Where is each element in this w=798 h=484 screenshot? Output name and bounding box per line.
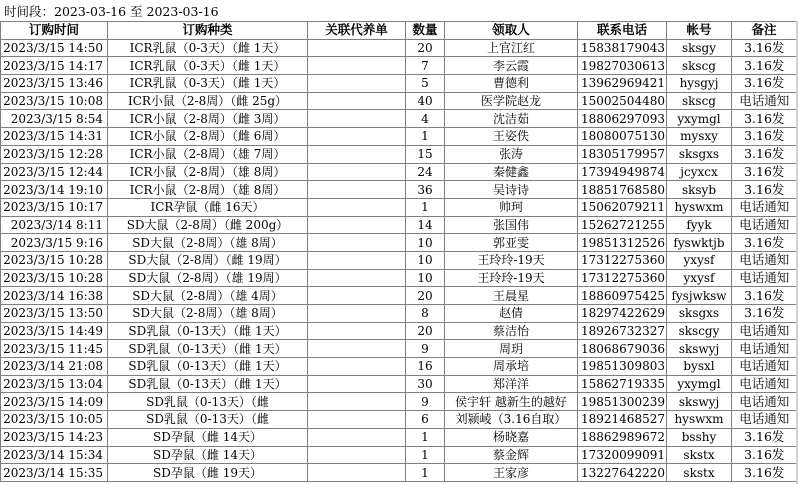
- account-cell[interactable]: sksgxs: [667, 305, 732, 323]
- account-cell[interactable]: fysjwksw: [667, 287, 732, 305]
- linked-order-cell[interactable]: [308, 110, 406, 128]
- phone-cell[interactable]: 15002504480: [578, 92, 667, 110]
- note-cell[interactable]: 3.16发: [732, 305, 797, 323]
- account-cell[interactable]: yxysf: [667, 251, 732, 269]
- order-time-cell[interactable]: 2023/3/15 13:46: [1, 75, 108, 93]
- note-cell[interactable]: 电话通知: [732, 358, 797, 376]
- table-row[interactable]: [1, 375, 797, 393]
- phone-cell[interactable]: 18860975425: [578, 287, 667, 305]
- quantity-cell[interactable]: 15: [406, 145, 445, 163]
- note-cell[interactable]: 电话通知: [732, 375, 797, 393]
- account-cell[interactable]: hysgyj: [667, 75, 732, 93]
- note-cell[interactable]: 3.16发: [732, 234, 797, 252]
- phone-cell[interactable]: 17312275360: [578, 269, 667, 287]
- order-time-cell[interactable]: 2023/3/15 10:08: [1, 92, 108, 110]
- species-cell[interactable]: SD孕鼠（雌 19天）: [108, 464, 308, 482]
- phone-cell[interactable]: 15062079211: [578, 198, 667, 216]
- order-time-cell[interactable]: 2023/3/15 14:17: [1, 57, 108, 75]
- table-row[interactable]: [1, 358, 797, 376]
- species-cell[interactable]: ICR孕鼠（雌 16天）: [108, 198, 308, 216]
- note-cell[interactable]: 电话通知: [732, 393, 797, 411]
- species-cell[interactable]: SD乳鼠（0-13天）（雌 1天）: [108, 322, 308, 340]
- phone-cell[interactable]: 18080075130: [578, 128, 667, 146]
- note-cell[interactable]: 电话通知: [732, 251, 797, 269]
- species-cell[interactable]: SD大鼠（2-8周）（雄 4周）: [108, 287, 308, 305]
- recipient-cell[interactable]: 医学院赵龙: [445, 92, 578, 110]
- recipient-cell[interactable]: 王玲玲-19天: [445, 251, 578, 269]
- linked-order-cell[interactable]: [308, 322, 406, 340]
- recipient-cell[interactable]: 郭亚雯: [445, 234, 578, 252]
- note-cell[interactable]: 3.16发: [732, 145, 797, 163]
- recipient-cell[interactable]: 王玲玲-19天: [445, 269, 578, 287]
- phone-cell[interactable]: 19851300239: [578, 393, 667, 411]
- species-cell[interactable]: ICR乳鼠（0-3天）（雌 1天）: [108, 57, 308, 75]
- quantity-cell[interactable]: 9: [406, 393, 445, 411]
- order-time-cell[interactable]: 2023/3/14 19:10: [1, 181, 108, 199]
- linked-order-cell[interactable]: [308, 287, 406, 305]
- note-cell[interactable]: 3.16发: [732, 181, 797, 199]
- phone-cell[interactable]: 18297422629: [578, 305, 667, 323]
- order-time-cell[interactable]: 2023/3/15 14:50: [1, 39, 108, 57]
- note-cell[interactable]: 3.16发: [732, 75, 797, 93]
- recipient-cell[interactable]: 秦健鑫: [445, 163, 578, 181]
- linked-order-cell[interactable]: [308, 234, 406, 252]
- account-cell[interactable]: skstx: [667, 464, 732, 482]
- order-time-cell[interactable]: 2023/3/14 15:35: [1, 464, 108, 482]
- account-cell[interactable]: yxymgl: [667, 375, 732, 393]
- note-cell[interactable]: 3.16发: [732, 39, 797, 57]
- quantity-cell[interactable]: 4: [406, 110, 445, 128]
- quantity-cell[interactable]: 8: [406, 305, 445, 323]
- quantity-cell[interactable]: 10: [406, 269, 445, 287]
- note-cell[interactable]: 电话通知: [732, 411, 797, 429]
- quantity-cell[interactable]: 20: [406, 287, 445, 305]
- phone-cell[interactable]: 13962969421: [578, 75, 667, 93]
- linked-order-cell[interactable]: [308, 57, 406, 75]
- linked-order-cell[interactable]: [308, 411, 406, 429]
- col-header-species: 订购种类: [108, 22, 308, 40]
- table-row[interactable]: [1, 92, 797, 110]
- linked-order-cell[interactable]: [308, 216, 406, 234]
- phone-cell[interactable]: 15838179043: [578, 39, 667, 57]
- table-row[interactable]: [1, 39, 797, 57]
- quantity-cell[interactable]: 36: [406, 181, 445, 199]
- col-header-phone: 联系电话: [578, 22, 667, 40]
- quantity-cell[interactable]: 16: [406, 358, 445, 376]
- note-cell[interactable]: 电话通知: [732, 216, 797, 234]
- note-cell[interactable]: 电话通知: [732, 322, 797, 340]
- recipient-cell[interactable]: 王晨星: [445, 287, 578, 305]
- order-time-cell[interactable]: 2023/3/15 14:23: [1, 428, 108, 446]
- linked-order-cell[interactable]: [308, 446, 406, 464]
- quantity-cell[interactable]: 20: [406, 39, 445, 57]
- order-time-cell[interactable]: 2023/3/14 8:11: [1, 216, 108, 234]
- recipient-cell[interactable]: 沈洁茹: [445, 110, 578, 128]
- linked-order-cell[interactable]: [308, 198, 406, 216]
- account-cell[interactable]: jcyxcx: [667, 163, 732, 181]
- quantity-cell[interactable]: 40: [406, 92, 445, 110]
- order-time-cell[interactable]: 2023/3/15 9:16: [1, 234, 108, 252]
- recipient-cell[interactable]: 王家彦: [445, 464, 578, 482]
- species-cell[interactable]: SD乳鼠（0-13天）（雌: [108, 411, 308, 429]
- recipient-cell[interactable]: 张国伟: [445, 216, 578, 234]
- phone-cell[interactable]: 13227642220: [578, 464, 667, 482]
- linked-order-cell[interactable]: [308, 340, 406, 358]
- species-cell[interactable]: ICR小鼠（2-8周）（雌 6周）: [108, 128, 308, 146]
- phone-cell[interactable]: 18862989672: [578, 428, 667, 446]
- order-time-cell[interactable]: 2023/3/15 10:17: [1, 198, 108, 216]
- quantity-cell[interactable]: 30: [406, 375, 445, 393]
- quantity-cell[interactable]: 1: [406, 464, 445, 482]
- account-cell[interactable]: skstx: [667, 446, 732, 464]
- account-cell[interactable]: yxymgl: [667, 110, 732, 128]
- order-time-cell[interactable]: 2023/3/14 15:34: [1, 446, 108, 464]
- linked-order-cell[interactable]: [308, 92, 406, 110]
- linked-order-cell[interactable]: [308, 75, 406, 93]
- note-cell[interactable]: 电话通知: [732, 269, 797, 287]
- table-row[interactable]: [1, 75, 797, 93]
- linked-order-cell[interactable]: [308, 163, 406, 181]
- linked-order-cell[interactable]: [308, 181, 406, 199]
- account-cell[interactable]: hyswxm: [667, 411, 732, 429]
- account-cell[interactable]: fyyk: [667, 216, 732, 234]
- period-label: 时间段：2023-03-16 至 2023-03-16: [4, 4, 219, 19]
- phone-cell[interactable]: 15862719335: [578, 375, 667, 393]
- phone-cell[interactable]: 17394949874: [578, 163, 667, 181]
- linked-order-cell[interactable]: [308, 128, 406, 146]
- recipient-cell[interactable]: 侯宇轩 越新生的越好: [445, 393, 578, 411]
- note-cell[interactable]: 3.16发: [732, 110, 797, 128]
- table-row[interactable]: [1, 269, 797, 287]
- account-cell[interactable]: skscgy: [667, 322, 732, 340]
- recipient-cell[interactable]: 周玥: [445, 340, 578, 358]
- table-row[interactable]: [1, 216, 797, 234]
- table-row[interactable]: [1, 446, 797, 464]
- species-cell[interactable]: ICR小鼠（2-8周）（雄 7周）: [108, 145, 308, 163]
- note-cell[interactable]: 3.16发: [732, 57, 797, 75]
- col-header-account: 帐号: [667, 22, 732, 40]
- species-cell[interactable]: SD乳鼠（0-13天）（雌 1天）: [108, 358, 308, 376]
- linked-order-cell[interactable]: [308, 39, 406, 57]
- species-cell[interactable]: SD大鼠（2-8周）（雄 19周）: [108, 269, 308, 287]
- order-time-cell[interactable]: 2023/3/14 16:38: [1, 287, 108, 305]
- note-cell[interactable]: 电话通知: [732, 340, 797, 358]
- recipient-cell[interactable]: 周承培: [445, 358, 578, 376]
- note-cell[interactable]: 电话通知: [732, 198, 797, 216]
- table-row[interactable]: [1, 128, 797, 146]
- account-cell[interactable]: fyswktjb: [667, 234, 732, 252]
- phone-cell[interactable]: 18921468527: [578, 411, 667, 429]
- col-header-order-time: 订购时间: [1, 22, 108, 40]
- phone-cell[interactable]: 17320099091: [578, 446, 667, 464]
- species-cell[interactable]: SD孕鼠（雌 14天）: [108, 428, 308, 446]
- quantity-cell[interactable]: 14: [406, 216, 445, 234]
- col-header-note: 备注: [732, 22, 797, 40]
- table-row[interactable]: [1, 110, 797, 128]
- table-row[interactable]: [1, 428, 797, 446]
- species-cell[interactable]: ICR小鼠（2-8周）（雄 8周）: [108, 181, 308, 199]
- account-cell[interactable]: skscg: [667, 92, 732, 110]
- quantity-cell[interactable]: 1: [406, 128, 445, 146]
- table-row[interactable]: [1, 393, 797, 411]
- account-cell[interactable]: sksgxs: [667, 145, 732, 163]
- species-cell[interactable]: ICR小鼠（2-8周）（雄 8周）: [108, 163, 308, 181]
- order-time-cell[interactable]: 2023/3/15 14:31: [1, 128, 108, 146]
- species-cell[interactable]: SD大鼠（2-8周）（雄 8周）: [108, 234, 308, 252]
- order-time-cell[interactable]: 2023/3/15 11:45: [1, 340, 108, 358]
- order-time-cell[interactable]: 2023/3/15 10:05: [1, 411, 108, 429]
- note-cell[interactable]: 3.16发: [732, 128, 797, 146]
- order-time-cell[interactable]: 2023/3/15 13:50: [1, 305, 108, 323]
- recipient-cell[interactable]: 蔡洁怡: [445, 322, 578, 340]
- quantity-cell[interactable]: 5: [406, 75, 445, 93]
- quantity-cell[interactable]: 20: [406, 322, 445, 340]
- table-row[interactable]: [1, 464, 797, 482]
- recipient-cell[interactable]: 蔡金辉: [445, 446, 578, 464]
- linked-order-cell[interactable]: [308, 428, 406, 446]
- account-cell[interactable]: skscg: [667, 57, 732, 75]
- quantity-cell[interactable]: 24: [406, 163, 445, 181]
- quantity-cell[interactable]: 10: [406, 251, 445, 269]
- note-cell[interactable]: 电话通知: [732, 92, 797, 110]
- species-cell[interactable]: SD大鼠（2-8周）（雄 8周）: [108, 305, 308, 323]
- linked-order-cell[interactable]: [308, 464, 406, 482]
- recipient-cell[interactable]: 杨晓嘉: [445, 428, 578, 446]
- order-time-cell[interactable]: 2023/3/15 14:49: [1, 322, 108, 340]
- recipient-cell[interactable]: 曹德利: [445, 75, 578, 93]
- quantity-cell[interactable]: 9: [406, 340, 445, 358]
- linked-order-cell[interactable]: [308, 358, 406, 376]
- order-time-cell[interactable]: 2023/3/15 12:44: [1, 163, 108, 181]
- order-time-cell[interactable]: 2023/3/15 12:28: [1, 145, 108, 163]
- quantity-cell[interactable]: 1: [406, 428, 445, 446]
- quantity-cell[interactable]: 1: [406, 446, 445, 464]
- phone-cell[interactable]: 17312275360: [578, 251, 667, 269]
- order-time-cell[interactable]: 2023/3/15 13:04: [1, 375, 108, 393]
- phone-cell[interactable]: 18851768580: [578, 181, 667, 199]
- phone-cell[interactable]: 19851309803: [578, 358, 667, 376]
- recipient-cell[interactable]: 上官江红: [445, 39, 578, 57]
- table-row[interactable]: [1, 251, 797, 269]
- recipient-cell[interactable]: 张涛: [445, 145, 578, 163]
- linked-order-cell[interactable]: [308, 251, 406, 269]
- table-row[interactable]: [1, 305, 797, 323]
- species-cell[interactable]: ICR乳鼠（0-3天）（雌 1天）: [108, 75, 308, 93]
- account-cell[interactable]: bsshy: [667, 428, 732, 446]
- species-cell[interactable]: SD大鼠（2-8周）（雌 200g）: [108, 216, 308, 234]
- phone-cell[interactable]: 18305179957: [578, 145, 667, 163]
- account-cell[interactable]: hyswxm: [667, 198, 732, 216]
- table-row[interactable]: [1, 198, 797, 216]
- species-cell[interactable]: SD孕鼠（雌 14天）: [108, 446, 308, 464]
- phone-cell[interactable]: 18068679036: [578, 340, 667, 358]
- note-cell[interactable]: 3.16发: [732, 446, 797, 464]
- phone-cell[interactable]: 18926732327: [578, 322, 667, 340]
- species-cell[interactable]: SD乳鼠（0-13天）（雌 1天）: [108, 340, 308, 358]
- phone-cell[interactable]: 15262721255: [578, 216, 667, 234]
- recipient-cell[interactable]: 赵倩: [445, 305, 578, 323]
- account-cell[interactable]: sksgy: [667, 39, 732, 57]
- header-row: [1, 22, 797, 40]
- order-time-cell[interactable]: 2023/3/14 21:08: [1, 358, 108, 376]
- note-cell[interactable]: 3.16发: [732, 428, 797, 446]
- recipient-cell[interactable]: 帅珂: [445, 198, 578, 216]
- note-cell[interactable]: 3.16发: [732, 163, 797, 181]
- phone-cell[interactable]: 18806297093: [578, 110, 667, 128]
- species-cell[interactable]: ICR小鼠（2-8周）（雌 25g）: [108, 92, 308, 110]
- table-row[interactable]: [1, 181, 797, 199]
- recipient-cell[interactable]: 吴诗诗: [445, 181, 578, 199]
- note-cell[interactable]: 3.16发: [732, 464, 797, 482]
- table-row[interactable]: [1, 145, 797, 163]
- recipient-cell[interactable]: 李云霞: [445, 57, 578, 75]
- note-cell[interactable]: 3.16发: [732, 287, 797, 305]
- account-cell[interactable]: yxysf: [667, 269, 732, 287]
- linked-order-cell[interactable]: [308, 145, 406, 163]
- quantity-cell[interactable]: 1: [406, 198, 445, 216]
- col-header-linked-order: 关联代养单: [308, 22, 406, 40]
- order-time-cell[interactable]: 2023/3/15 8:54: [1, 110, 108, 128]
- recipient-cell[interactable]: 郑洋洋: [445, 375, 578, 393]
- table-row[interactable]: [1, 411, 797, 429]
- species-cell[interactable]: ICR小鼠（2-8周）（雌 3周）: [108, 110, 308, 128]
- quantity-cell[interactable]: 7: [406, 57, 445, 75]
- linked-order-cell[interactable]: [308, 269, 406, 287]
- table-row[interactable]: [1, 57, 797, 75]
- order-time-cell[interactable]: 2023/3/15 10:28: [1, 269, 108, 287]
- recipient-cell[interactable]: 王姿佚: [445, 128, 578, 146]
- linked-order-cell[interactable]: [308, 393, 406, 411]
- species-cell[interactable]: SD乳鼠（0-13天）（雌: [108, 393, 308, 411]
- table-row[interactable]: [1, 287, 797, 305]
- species-cell[interactable]: SD大鼠（2-8周）（雌 19周）: [108, 251, 308, 269]
- account-cell[interactable]: sksyb: [667, 181, 732, 199]
- account-cell[interactable]: skswyj: [667, 393, 732, 411]
- linked-order-cell[interactable]: [308, 305, 406, 323]
- table-row[interactable]: [1, 340, 797, 358]
- table-row[interactable]: [1, 163, 797, 181]
- col-header-quantity: 数量: [406, 22, 445, 40]
- order-time-cell[interactable]: 2023/3/15 10:28: [1, 251, 108, 269]
- quantity-cell[interactable]: 6: [406, 411, 445, 429]
- quantity-cell[interactable]: 10: [406, 234, 445, 252]
- species-cell[interactable]: ICR乳鼠（0-3天）（雌 1天）: [108, 39, 308, 57]
- orders-table: [0, 21, 797, 482]
- phone-cell[interactable]: 19827030613: [578, 57, 667, 75]
- species-cell[interactable]: SD乳鼠（0-13天）（雌 1天）: [108, 375, 308, 393]
- table-row[interactable]: [1, 234, 797, 252]
- account-cell[interactable]: mysxy: [667, 128, 732, 146]
- linked-order-cell[interactable]: [308, 375, 406, 393]
- recipient-cell[interactable]: 刘颍崚（3.16自取）: [445, 411, 578, 429]
- order-time-cell[interactable]: 2023/3/15 14:09: [1, 393, 108, 411]
- account-cell[interactable]: bysxl: [667, 358, 732, 376]
- col-header-recipient: 领取人: [445, 22, 578, 40]
- account-cell[interactable]: skswyj: [667, 340, 732, 358]
- phone-cell[interactable]: 19851312526: [578, 234, 667, 252]
- table-row[interactable]: [1, 322, 797, 340]
